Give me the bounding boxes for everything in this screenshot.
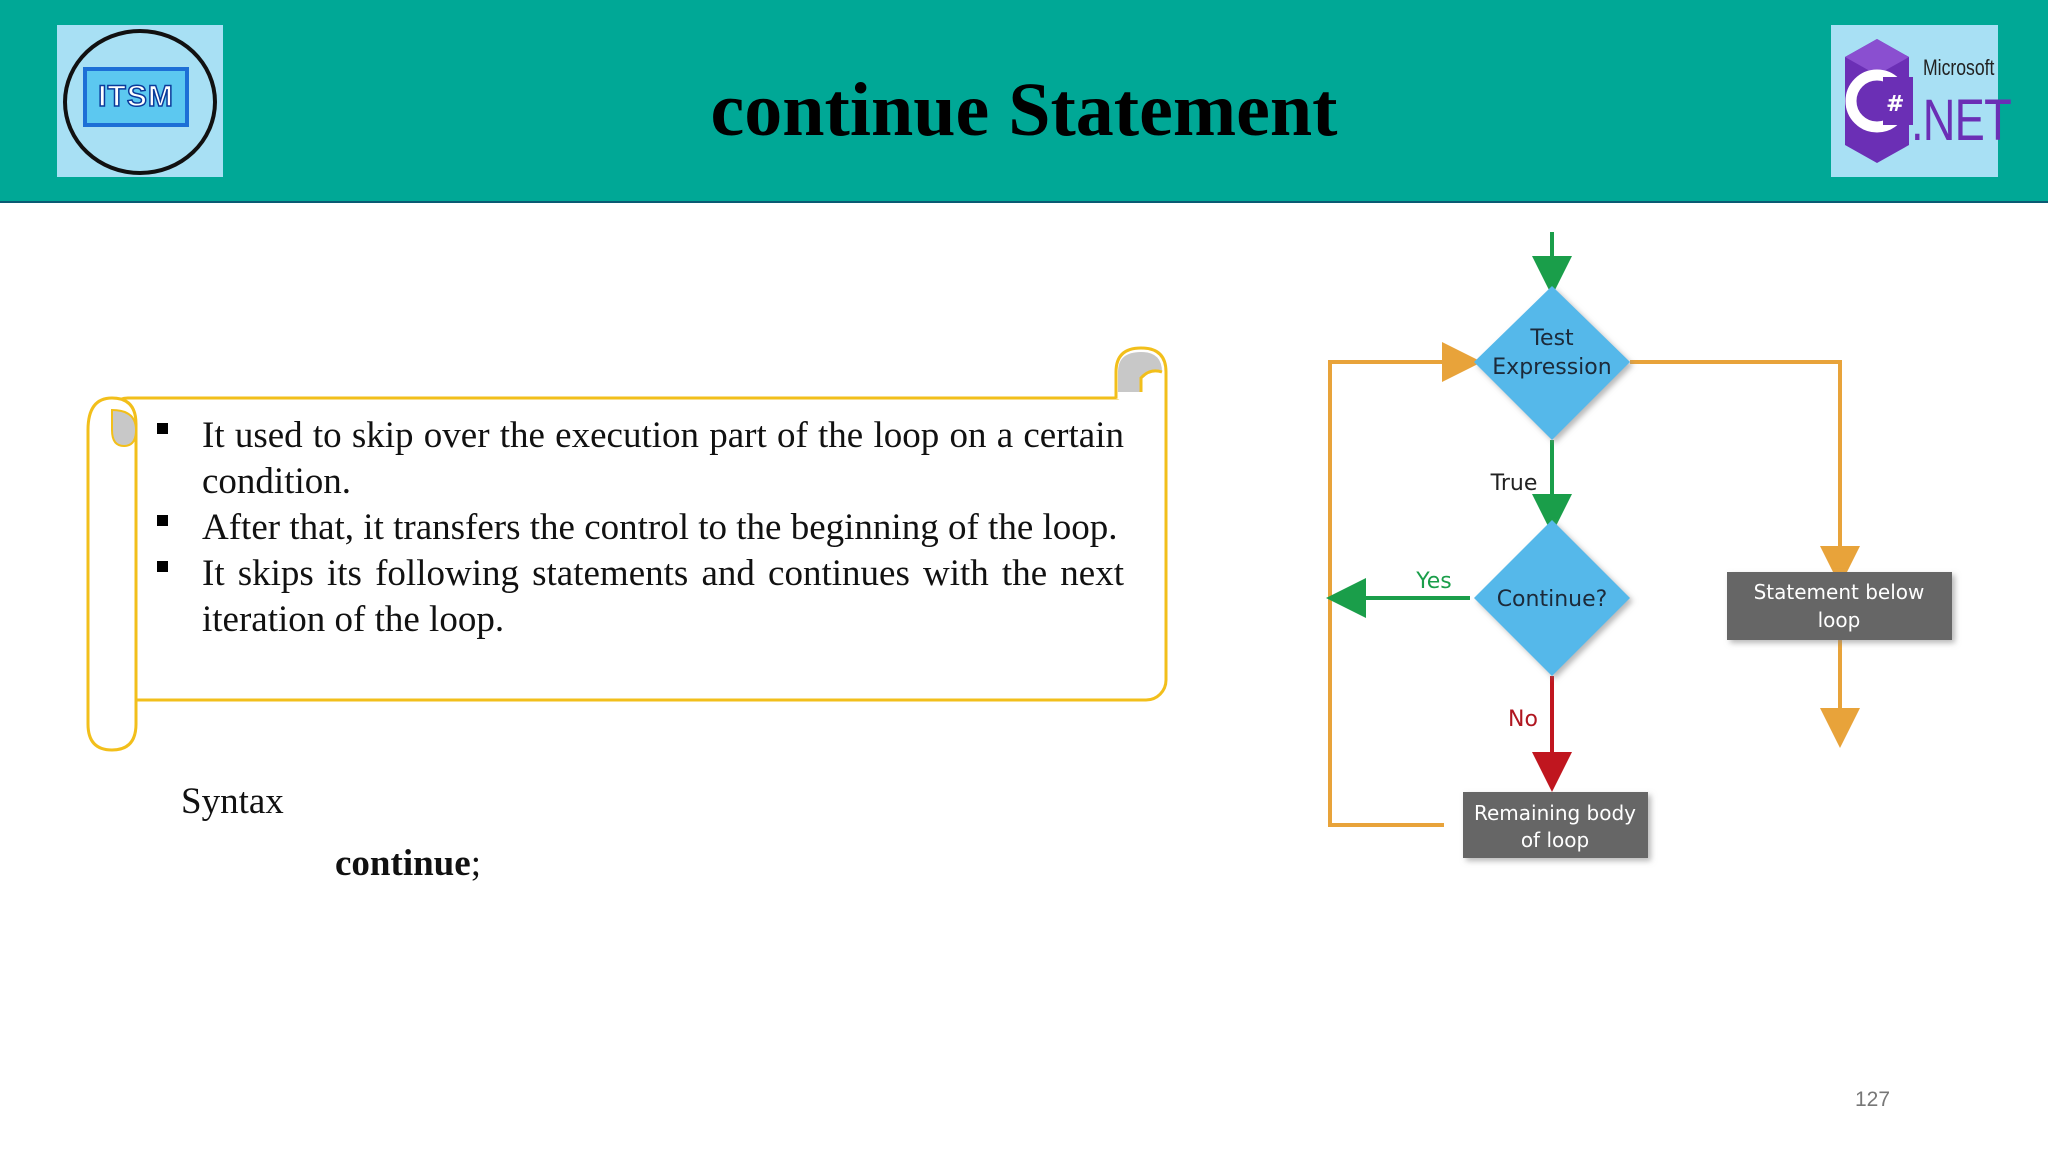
bullet-item: It skips its following statements and continues with the next iteration of the loop.: [150, 551, 1124, 643]
bullet-item: It used to skip over the execution part of the loop on a certain condition.: [150, 413, 1124, 505]
test-expression-label-2: Expression: [1492, 355, 1612, 380]
syntax-terminator: ;: [470, 843, 481, 884]
syntax-label: Syntax: [181, 781, 284, 822]
bullet-item: After that, it transfers the control to the beginning of the loop.: [150, 505, 1124, 551]
microsoft-wordmark: Microsoft: [1923, 55, 1995, 80]
logo-text: ITSM: [98, 80, 174, 113]
continue-label: Continue?: [1496, 587, 1608, 612]
test-expression-label-1: Test: [1530, 326, 1574, 351]
yes-label: Yes: [1416, 569, 1452, 594]
dotnet-wordmark: .NET: [1911, 88, 2011, 153]
remaining-body-label-1: Remaining body: [1473, 801, 1637, 825]
syntax-keyword: continue: [335, 843, 471, 884]
page-number: 127: [1855, 1088, 1891, 1111]
statement-below-label-1: Statement below: [1753, 580, 1925, 604]
svg-text:#: #: [1886, 92, 1905, 117]
statement-below-label-2: loop: [1817, 608, 1861, 632]
remaining-body-label-2: of loop: [1520, 828, 1590, 852]
true-label: True: [1490, 471, 1538, 496]
slide-title: continue Statement: [710, 68, 1338, 152]
false-path-arrow: [1630, 362, 1840, 566]
no-label: No: [1508, 707, 1538, 732]
